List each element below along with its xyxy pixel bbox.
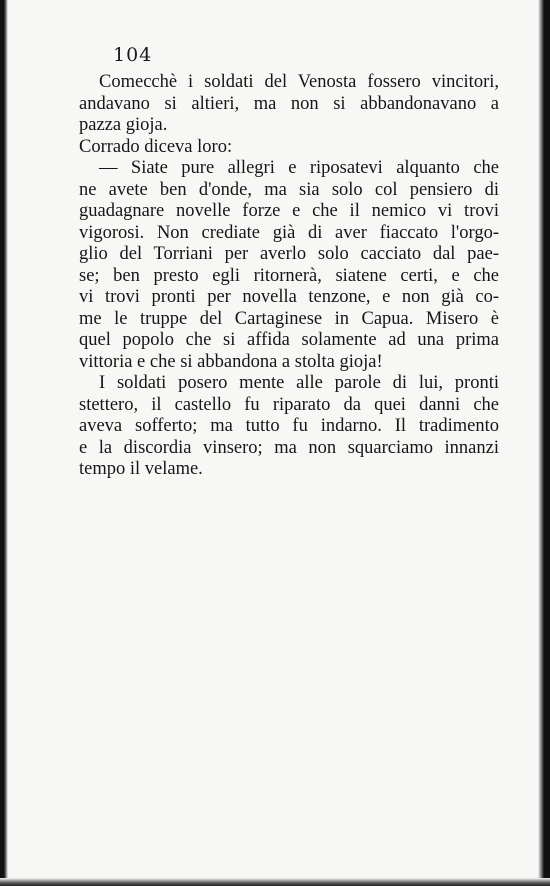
text-line: Comecchè i soldati del Venosta fossero vincitori, xyxy=(99,72,499,92)
text-line: me le truppe del Cartaginese in Capua. Misero è xyxy=(79,308,499,329)
text-line: vittoria e che si abbandona a stolta gioja! xyxy=(79,351,383,372)
text-line: ne avete ben d'onde, ma sia solo col pensiero di xyxy=(79,179,499,200)
text-line: se; ben presto egli ritornerà, siatene certi, e che xyxy=(79,265,499,286)
text-line: andavano si altieri, ma non si abbandonavano a xyxy=(79,93,499,114)
text-line: e la discordia vinsero; ma non squarciamo innanzi xyxy=(79,437,499,458)
text-line: tempo il velame. xyxy=(79,459,203,479)
text-line: pazza gioja. xyxy=(79,115,168,135)
text-line: glio del Torriani per averlo solo cacciato dal pae- xyxy=(79,244,499,264)
page-left-edge xyxy=(0,0,8,886)
paragraph xyxy=(79,158,499,373)
text-line: I soldati posero mente alle parole di lui, pronti xyxy=(99,373,499,393)
text-line: vigorosi. Non crediate già di aver fiaccato l'orgo- xyxy=(79,222,499,243)
paragraph xyxy=(79,373,499,481)
text-line: guadagnare novelle forze e che il nemico vi trovi xyxy=(79,201,499,221)
page-bottom-edge xyxy=(0,878,550,886)
text-line: aveva sofferto; ma tutto fu indarno. Il tradimento xyxy=(79,416,499,436)
body-text xyxy=(79,60,499,481)
text-line: stettero, il castello fu riparato da quei danni che xyxy=(79,394,499,415)
paragraph xyxy=(79,137,499,159)
text-line: — Siate pure allegri e riposatevi alquanto che xyxy=(99,158,499,178)
page-right-edge xyxy=(538,0,550,886)
page-number: 104 xyxy=(113,44,153,66)
paragraph xyxy=(79,72,499,137)
text-line: Corrado diceva loro: xyxy=(79,136,233,157)
text-line: vi trovi pronti per novella tenzone, e non già co- xyxy=(79,287,499,307)
text-line: quel popolo che si affida solamente ad una prima xyxy=(79,330,499,350)
